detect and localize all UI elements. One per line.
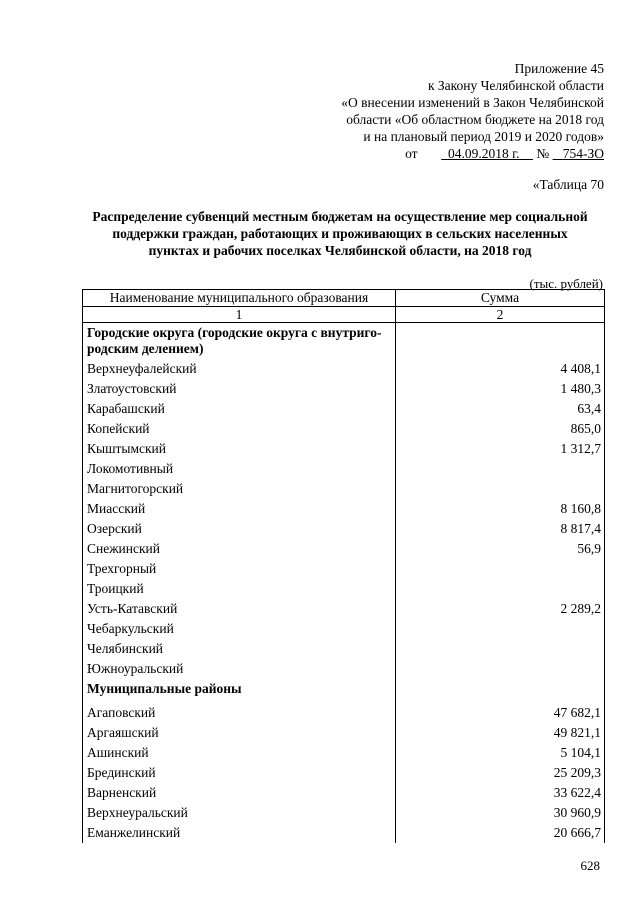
municipality-name: Брединский <box>83 763 396 783</box>
subvention-amount <box>396 479 605 499</box>
subvention-amount <box>396 679 605 703</box>
page-number: 628 <box>580 858 600 873</box>
subvention-amount: 2 289,2 <box>396 599 605 619</box>
table-row <box>83 703 605 723</box>
title-line: пунктах и рабочих поселках Челябинской области, на 2018 год <box>148 243 532 258</box>
table-label: «Таблица 70 <box>532 177 604 192</box>
table-row <box>83 419 605 439</box>
municipality-name: Еманжелинский <box>83 823 396 843</box>
municipality-name: Ашинский <box>83 743 396 763</box>
table-row <box>83 599 605 619</box>
subvention-amount: 56,9 <box>396 539 605 559</box>
header-line: «О внесении изменений в Закон Челябинской <box>341 95 604 110</box>
municipality-name: Городские округа (городские округа с внутриго-родским делением) <box>83 323 396 360</box>
title-line: Распределение субвенций местным бюджетам на осуществление мер социальной <box>92 209 588 224</box>
subvention-amount: 865,0 <box>396 419 605 439</box>
title-line: поддержки граждан, работающих и проживающих в сельских населенных <box>112 226 568 241</box>
subvention-amount: 25 209,3 <box>396 763 605 783</box>
table-row <box>83 659 605 679</box>
subvention-amount <box>396 579 605 599</box>
subvention-amount: 8 160,8 <box>396 499 605 519</box>
municipality-name: Трехгорный <box>83 559 396 579</box>
table-row <box>83 579 605 599</box>
municipality-name: Локомотивный <box>83 459 396 479</box>
subvention-amount: 49 821,1 <box>396 723 605 743</box>
column-number-1: 1 <box>83 307 396 323</box>
municipality-name: Чебаркульский <box>83 619 396 639</box>
municipality-name: Копейский <box>83 419 396 439</box>
table-row <box>83 743 605 763</box>
table-row <box>83 763 605 783</box>
table-row <box>83 359 605 379</box>
subvention-amount <box>396 559 605 579</box>
municipality-name: Озерский <box>83 519 396 539</box>
municipality-name: Усть-Катавский <box>83 599 396 619</box>
table-row <box>83 823 605 843</box>
column-header-name: Наименование муниципального образования <box>83 290 396 307</box>
subvention-amount: 33 622,4 <box>396 783 605 803</box>
subvention-amount <box>396 323 605 360</box>
subvention-amount: 4 408,1 <box>396 359 605 379</box>
table-row <box>83 439 605 459</box>
municipality-name: Варненский <box>83 783 396 803</box>
table-group-row <box>83 323 605 360</box>
table-row <box>83 559 605 579</box>
municipality-name: Троицкий <box>83 579 396 599</box>
table-row <box>83 783 605 803</box>
table-row <box>83 479 605 499</box>
subvention-amount <box>396 459 605 479</box>
subvention-amount: 1 312,7 <box>396 439 605 459</box>
table-row <box>83 459 605 479</box>
table-body <box>83 323 605 844</box>
appendix-header <box>341 60 604 162</box>
municipality-name: Челябинский <box>83 639 396 659</box>
subvention-amount: 8 817,4 <box>396 519 605 539</box>
subvention-amount: 63,4 <box>396 399 605 419</box>
table-row <box>83 399 605 419</box>
header-line: Приложение 45 <box>514 61 604 76</box>
subvention-amount <box>396 659 605 679</box>
table-row <box>83 803 605 823</box>
column-header-sum: Сумма <box>396 290 605 307</box>
law-date-number <box>341 145 604 162</box>
table-row <box>83 619 605 639</box>
header-line: и на плановый период 2019 и 2020 годов» <box>363 129 604 144</box>
subvention-amount: 30 960,9 <box>396 803 605 823</box>
municipality-name: Аргаяшский <box>83 723 396 743</box>
table-row <box>83 639 605 659</box>
subvention-amount: 20 666,7 <box>396 823 605 843</box>
subvention-table <box>82 289 605 843</box>
header-line: к Закону Челябинской области <box>427 78 604 93</box>
document-title <box>70 208 610 259</box>
municipality-name: Карабашский <box>83 399 396 419</box>
municipality-name: Южноуральский <box>83 659 396 679</box>
law-number: 754-ЗО <box>562 146 604 161</box>
date-prefix: от <box>405 146 418 161</box>
subvention-amount: 47 682,1 <box>396 703 605 723</box>
municipality-name: Агаповский <box>83 703 396 723</box>
law-date: 04.09.2018 г. <box>447 146 520 161</box>
subvention-amount <box>396 639 605 659</box>
header-line: области «Об областном бюджете на 2018 год <box>346 112 604 127</box>
municipality-name: Снежинский <box>83 539 396 559</box>
units-label: (тыс. рублей) <box>529 276 603 291</box>
municipality-name: Верхнеуфалейский <box>83 359 396 379</box>
subvention-amount: 1 480,3 <box>396 379 605 399</box>
table-row <box>83 379 605 399</box>
table-row <box>83 723 605 743</box>
subvention-amount <box>396 619 605 639</box>
table-row <box>83 539 605 559</box>
table-group-row <box>83 679 605 703</box>
subvention-amount: 5 104,1 <box>396 743 605 763</box>
municipality-name: Златоустовский <box>83 379 396 399</box>
municipality-name: Муниципальные районы <box>83 679 396 703</box>
municipality-name: Верхнеуральский <box>83 803 396 823</box>
table-row <box>83 519 605 539</box>
municipality-name: Миасский <box>83 499 396 519</box>
table-row <box>83 499 605 519</box>
municipality-name: Кыштымский <box>83 439 396 459</box>
municipality-name: Магнитогорский <box>83 479 396 499</box>
column-number-2: 2 <box>396 307 605 323</box>
number-prefix: № <box>536 146 550 161</box>
